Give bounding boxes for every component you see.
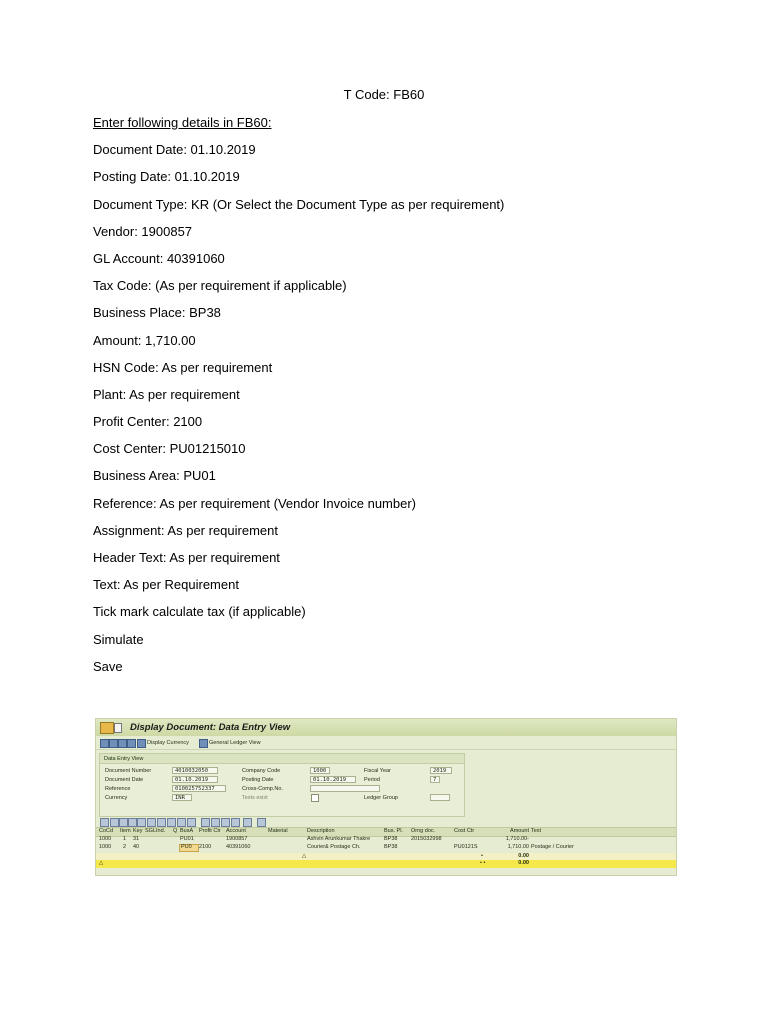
instruction-line: Tick mark calculate tax (if applicable): [93, 604, 306, 620]
company-code-field[interactable]: 1000: [310, 767, 330, 774]
instruction-line: Business Place: BP38: [93, 305, 221, 321]
cell-bus-pl: BP38: [384, 836, 398, 842]
instruction-line: Amount: 1,710.00: [93, 332, 196, 348]
instruction-line: Profit Center: 2100: [93, 414, 203, 430]
col-amount[interactable]: Amount: [510, 828, 529, 834]
document-number-label: Document Number: [105, 768, 152, 774]
spreadsheet-icon[interactable]: [187, 818, 196, 827]
cell-description: Courier& Postage Ch.: [307, 844, 361, 850]
instruction-line: Business Area: PU01: [93, 468, 216, 484]
reference-label: Reference: [105, 786, 131, 792]
warning-icon: △: [302, 853, 307, 859]
instruction-line: GL Account: 40391060: [93, 250, 225, 266]
texts-exist-checkbox[interactable]: [311, 794, 319, 802]
cell-text: Postage / Courier: [531, 844, 574, 850]
cell-account: 1900857: [226, 836, 248, 842]
data-entry-view-panel: [99, 753, 465, 817]
save-layout-icon[interactable]: [221, 818, 230, 827]
filter-icon[interactable]: [137, 818, 146, 827]
instruction-line: Posting Date: 01.10.2019: [93, 169, 240, 185]
col-cocd[interactable]: CoCd: [99, 828, 114, 834]
sap-window-title: Display Document: Data Entry View: [130, 722, 291, 733]
texts-exist-label: Texts exist: [242, 795, 268, 801]
sap-title-bar: [96, 719, 676, 736]
print-icon[interactable]: [127, 739, 136, 748]
col-bus-pl[interactable]: Bus. Pl.: [384, 828, 403, 834]
col-text[interactable]: Text: [531, 828, 542, 834]
warning-icon: △: [99, 860, 104, 866]
total-marker: • •: [480, 860, 486, 866]
grid-toolbar: [96, 817, 676, 827]
table-row[interactable]: [96, 836, 676, 843]
cell-cocd: 1000: [99, 836, 112, 842]
graphic-icon[interactable]: [231, 818, 240, 827]
subtotal-marker: •: [481, 853, 483, 859]
info-icon[interactable]: [243, 818, 252, 827]
instruction-line: HSN Code: As per requirement: [93, 359, 273, 375]
print-preview-icon[interactable]: [167, 818, 176, 827]
cell-cost-ctr: PU0121S: [454, 844, 478, 850]
sap-screenshot: [95, 718, 677, 876]
cell-key: 40: [133, 844, 140, 850]
instruction-line: Plant: As per requirement: [93, 386, 240, 402]
company-code-label: Company Code: [242, 768, 281, 774]
col-sgl[interactable]: SGL: [145, 828, 157, 834]
col-material[interactable]: Material: [268, 828, 288, 834]
total-row: [96, 860, 676, 868]
help-icon[interactable]: [257, 818, 266, 827]
cell-key: 31: [133, 836, 140, 842]
col-key[interactable]: Key: [133, 828, 143, 834]
cell-account: 40391060: [226, 844, 251, 850]
sum-icon[interactable]: [147, 818, 156, 827]
col-account[interactable]: Account: [226, 828, 246, 834]
sap-doc-icon[interactable]: [114, 723, 122, 733]
cell-busa[interactable]: PU0: [181, 844, 192, 850]
cell-bus-pl: BP38: [384, 844, 398, 850]
sap-menu-icon[interactable]: [100, 722, 114, 734]
ledger-group-label: Ledger Group: [364, 795, 398, 801]
currency-field[interactable]: INR: [172, 794, 192, 801]
instruction-line: Reference: As per requirement (Vendor Invoice number): [93, 495, 417, 511]
col-item[interactable]: Item: [120, 828, 131, 834]
instruction-line: Assignment: As per requirement: [93, 522, 278, 538]
currency-label: Currency: [105, 795, 128, 801]
other-document-icon[interactable]: [109, 739, 118, 748]
details-icon[interactable]: [100, 818, 109, 827]
fiscal-year-label: Fiscal Year: [364, 768, 391, 774]
total-amount: 0.00: [518, 860, 529, 866]
cell-orng-doc: 2015032998: [411, 836, 442, 842]
edit-icon[interactable]: [100, 739, 109, 748]
instruction-line: Simulate: [93, 631, 144, 647]
ledger-view-icon[interactable]: [199, 739, 208, 748]
cell-item: 2: [123, 844, 127, 850]
posting-date-field[interactable]: 01.10.2019: [310, 776, 356, 783]
document-date-label: Document Date: [105, 777, 144, 783]
subtotal-amount: 0.00: [518, 853, 529, 859]
instruction-line: Cost Center: PU01215010: [93, 441, 246, 457]
cross-comp-field[interactable]: [310, 785, 380, 792]
instruction-list: [93, 115, 504, 686]
instruction-line: Document Date: 01.10.2019: [93, 142, 256, 158]
ledger-group-field[interactable]: [430, 794, 450, 801]
col-q[interactable]: Q: [173, 828, 178, 834]
instruction-line: Text: As per Requirement: [93, 577, 239, 593]
layout-icon[interactable]: [201, 818, 210, 827]
document-date-field[interactable]: 01.10.2019: [172, 776, 218, 783]
display-currency-icon[interactable]: [137, 739, 146, 748]
cell-amount: 1,710.00-: [505, 836, 529, 842]
cell-amount: 1,710.00: [507, 844, 529, 850]
fiscal-year-field[interactable]: 2019: [430, 767, 452, 774]
instruction-line: Document Type: KR (Or Select the Document Type as per requirement): [93, 196, 505, 212]
col-cost-ctr[interactable]: Cost Ctr: [454, 828, 475, 834]
posting-date-label: Posting Date: [242, 777, 274, 783]
instruction-line: Save: [93, 658, 123, 674]
cell-profit-ctr: 2100: [199, 844, 212, 850]
cell-cocd: 1000: [99, 844, 112, 850]
sap-toolbar: [96, 737, 676, 750]
col-busa[interactable]: BusA: [180, 828, 194, 834]
instruction-line: Vendor: 1900857: [93, 223, 193, 239]
col-description[interactable]: Description: [307, 828, 335, 834]
instruction-line: Tax Code: (As per requirement if applicable): [93, 278, 347, 294]
cell-item: 1: [123, 836, 127, 842]
instructions-heading: Enter following details in FB60:: [93, 115, 272, 130]
instruction-line: Header Text: As per requirement: [93, 550, 280, 565]
table-row[interactable]: [96, 844, 676, 851]
cell-busa: PU01: [180, 836, 194, 842]
col-orng-doc[interactable]: Orng doc.: [411, 828, 436, 834]
find-icon[interactable]: [128, 818, 137, 827]
cross-comp-label: Cross-Comp.No.: [242, 786, 283, 792]
document-number-field[interactable]: 4010032050: [172, 767, 218, 774]
reference-field[interactable]: 010025752337: [172, 785, 226, 792]
general-ledger-view-button[interactable]: General Ledger View: [209, 740, 261, 746]
col-profit-ctr[interactable]: Profit Ctr: [199, 828, 221, 834]
cell-description: Ashvin Arunkumar Thakre: [307, 836, 371, 842]
period-field[interactable]: 7: [430, 776, 440, 783]
export-icon[interactable]: [177, 818, 186, 827]
page-title: T Code: FB60: [343, 87, 425, 102]
subtotal-icon[interactable]: [157, 818, 166, 827]
sort-desc-icon[interactable]: [119, 818, 128, 827]
sort-asc-icon[interactable]: [110, 818, 119, 827]
overview-icon[interactable]: [118, 739, 127, 748]
display-currency-button[interactable]: Display Currency: [147, 740, 189, 746]
period-label: Period: [364, 777, 380, 783]
col-ind[interactable]: Ind.: [156, 828, 166, 834]
select-layout-icon[interactable]: [211, 818, 220, 827]
subtotal-row: [96, 853, 676, 860]
panel-title: Data Entry View: [104, 756, 144, 762]
